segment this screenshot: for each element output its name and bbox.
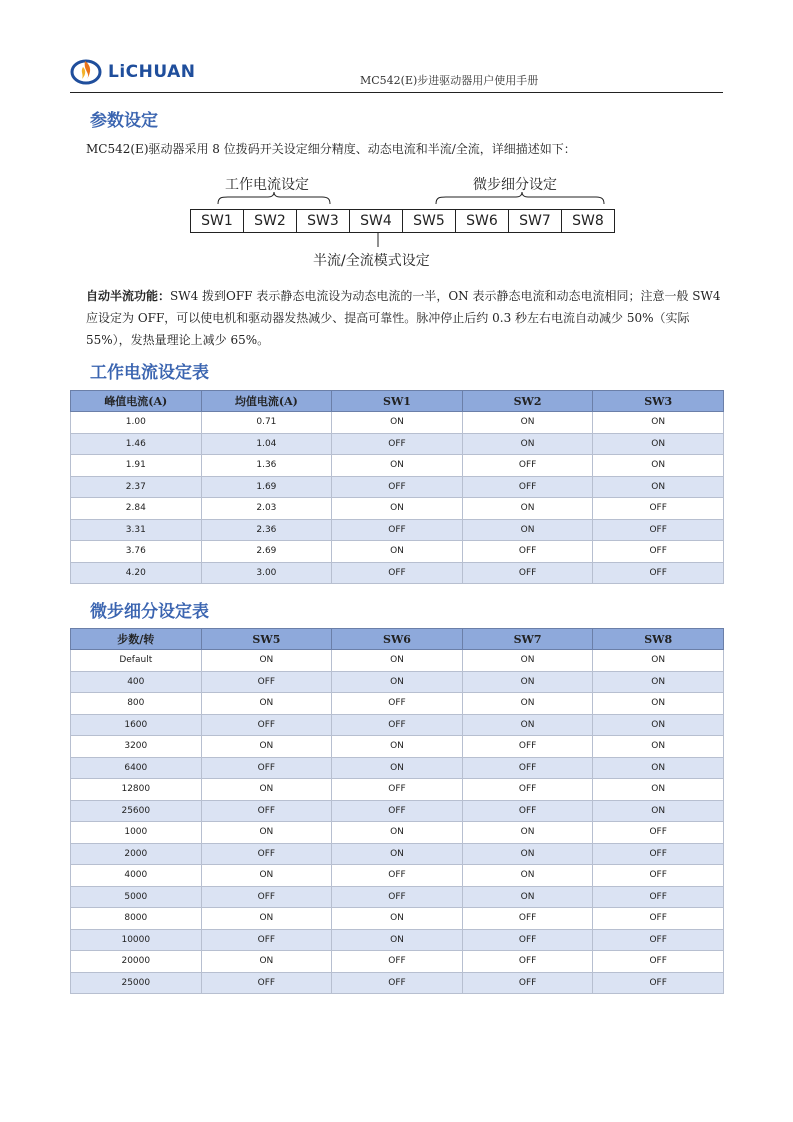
table-cell: 1.04 [201, 433, 332, 455]
table-header-cell: SW5 [201, 629, 332, 650]
lichuan-logo-icon [70, 57, 104, 87]
table-cell: OFF [332, 476, 463, 498]
switch-sw3: SW3 [297, 210, 350, 232]
table-cell: OFF [201, 886, 332, 908]
table-cell: 25000 [71, 972, 202, 994]
table-cell: ON [332, 822, 463, 844]
table-cell: 2.69 [201, 541, 332, 563]
table-cell: OFF [462, 929, 593, 951]
table-cell: OFF [332, 951, 463, 973]
section-title-params: 参数设定 [90, 111, 158, 131]
table-cell: OFF [593, 541, 724, 563]
table-cell: OFF [201, 800, 332, 822]
table-cell: ON [201, 693, 332, 715]
current-setting-table [70, 390, 724, 584]
table-cell: OFF [593, 562, 724, 584]
table-header-cell: 步数/转 [71, 629, 202, 650]
table-header-cell: SW3 [593, 391, 724, 412]
table-cell: OFF [332, 519, 463, 541]
auto-half-label: 自动半流功能： [86, 289, 171, 303]
table-cell: ON [201, 822, 332, 844]
table-cell: ON [593, 455, 724, 477]
table-cell: ON [462, 519, 593, 541]
table-cell: ON [332, 498, 463, 520]
table-row [71, 886, 724, 908]
microstep-setting-table [70, 628, 724, 994]
table-cell: 1.46 [71, 433, 202, 455]
table-cell: OFF [593, 822, 724, 844]
table-cell: 3200 [71, 736, 202, 758]
table-cell: ON [462, 433, 593, 455]
table-cell: 1600 [71, 714, 202, 736]
table-row [71, 693, 724, 715]
table-cell: OFF [593, 498, 724, 520]
section-title-current-table: 工作电流设定表 [90, 363, 209, 383]
table-cell: ON [593, 671, 724, 693]
table-cell: OFF [593, 843, 724, 865]
table-cell: OFF [593, 886, 724, 908]
table-cell: OFF [332, 779, 463, 801]
table-cell: ON [462, 650, 593, 672]
table-row [71, 972, 724, 994]
auto-half-text: SW4 拨到OFF 表示静态电流设为动态电流的一半，ON 表示静态电流和动态电流相同；注意一般 SW4 应设定为 OFF，可以使电机和驱动器发热减少、提高可靠性。脉冲停止后约 0.3 秒左右电流自动减少 50%（实际 55%），发热量理论上减少 65%。 [86, 289, 721, 347]
table-cell: ON [201, 779, 332, 801]
table-row [71, 951, 724, 973]
table-cell: ON [462, 822, 593, 844]
table-cell: 2.37 [71, 476, 202, 498]
table-cell: 1.36 [201, 455, 332, 477]
table-cell: 5000 [71, 886, 202, 908]
table-cell: 800 [71, 693, 202, 715]
table-cell: OFF [462, 951, 593, 973]
table-cell: OFF [462, 972, 593, 994]
table-cell: ON [593, 476, 724, 498]
table-cell: OFF [201, 671, 332, 693]
table-cell: OFF [462, 455, 593, 477]
table-cell: ON [593, 433, 724, 455]
document-title: MC542(E)步进驱动器用户使用手册 [360, 74, 539, 87]
page-header [70, 52, 723, 93]
table-cell: ON [462, 714, 593, 736]
table-cell: OFF [462, 562, 593, 584]
switch-sw4: SW4 [350, 210, 403, 232]
table-cell: ON [201, 650, 332, 672]
switch-sw2: SW2 [244, 210, 297, 232]
table-cell: OFF [332, 886, 463, 908]
table-cell: ON [201, 865, 332, 887]
table-cell: OFF [332, 800, 463, 822]
logo-text: LiCHUAN [108, 62, 196, 82]
switch-sw5: SW5 [403, 210, 456, 232]
table-row [71, 865, 724, 887]
label-half-full-mode: 半流/全流模式设定 [313, 253, 430, 269]
table-cell: ON [332, 929, 463, 951]
table-row [71, 433, 724, 455]
table-row [71, 800, 724, 822]
table-cell: OFF [593, 908, 724, 930]
table-cell: OFF [201, 972, 332, 994]
table-header-cell: SW1 [332, 391, 463, 412]
auto-half-current-paragraph [86, 285, 726, 351]
switch-sw7: SW7 [509, 210, 562, 232]
table-cell: 2.03 [201, 498, 332, 520]
table-cell: OFF [332, 972, 463, 994]
table-cell: OFF [332, 562, 463, 584]
table-cell: ON [462, 412, 593, 434]
table-cell: 1.69 [201, 476, 332, 498]
table-cell: ON [462, 886, 593, 908]
table-cell: 1.91 [71, 455, 202, 477]
table-cell: ON [462, 843, 593, 865]
table-cell: 8000 [71, 908, 202, 930]
table-cell: 4.20 [71, 562, 202, 584]
table-cell: ON [201, 951, 332, 973]
table-cell: ON [462, 693, 593, 715]
table-header-cell: 峰值电流(A) [71, 391, 202, 412]
table-row [71, 779, 724, 801]
table-cell: 3.31 [71, 519, 202, 541]
table-cell: ON [462, 671, 593, 693]
table-cell: ON [332, 908, 463, 930]
table-header-cell: SW6 [332, 629, 463, 650]
table-cell: 20000 [71, 951, 202, 973]
table-cell: OFF [593, 519, 724, 541]
table-cell: ON [201, 736, 332, 758]
switch-sw6: SW6 [456, 210, 509, 232]
table-cell: 25600 [71, 800, 202, 822]
table-cell: OFF [462, 541, 593, 563]
table-cell: 0.71 [201, 412, 332, 434]
params-intro: MC542(E)驱动器采用 8 位拨码开关设定细分精度、动态电流和半流/全流，详细描述如下： [86, 142, 576, 156]
table-cell: OFF [201, 714, 332, 736]
section-title-microstep-table: 微步细分设定表 [90, 602, 209, 622]
table-cell: ON [332, 736, 463, 758]
table-cell: 6400 [71, 757, 202, 779]
table-cell: 12800 [71, 779, 202, 801]
table-cell: 3.76 [71, 541, 202, 563]
table-row [71, 736, 724, 758]
table-cell: ON [462, 498, 593, 520]
table-row [71, 908, 724, 930]
table-cell: ON [332, 757, 463, 779]
table-row [71, 412, 724, 434]
table-cell: OFF [462, 757, 593, 779]
table-cell: 1000 [71, 822, 202, 844]
table-cell: OFF [593, 972, 724, 994]
switch-row [190, 209, 615, 233]
table-cell: ON [593, 757, 724, 779]
table-cell: Default [71, 650, 202, 672]
label-current-setting: 工作电流设定 [225, 177, 309, 193]
table-cell: 4000 [71, 865, 202, 887]
table-cell: 2.84 [71, 498, 202, 520]
table-row [71, 843, 724, 865]
table-row [71, 757, 724, 779]
table-cell: OFF [332, 865, 463, 887]
dip-switch-diagram [180, 170, 630, 270]
table-row [71, 541, 724, 563]
table-cell: ON [332, 650, 463, 672]
table-cell: ON [593, 693, 724, 715]
table-cell: OFF [462, 736, 593, 758]
table-cell: 1.00 [71, 412, 202, 434]
company-logo [70, 56, 196, 88]
table-header-cell: SW7 [462, 629, 593, 650]
table-row [71, 519, 724, 541]
table-cell: OFF [462, 800, 593, 822]
table-cell: OFF [593, 865, 724, 887]
table-cell: 2000 [71, 843, 202, 865]
table-cell: OFF [593, 951, 724, 973]
switch-sw1: SW1 [191, 210, 244, 232]
table-cell: OFF [201, 929, 332, 951]
table-header-cell: SW8 [593, 629, 724, 650]
table-cell: OFF [201, 843, 332, 865]
table-cell: OFF [593, 929, 724, 951]
table-cell: OFF [462, 476, 593, 498]
table-cell: ON [593, 412, 724, 434]
table-row [71, 650, 724, 672]
table-cell: 3.00 [201, 562, 332, 584]
table-cell: 400 [71, 671, 202, 693]
table-cell: ON [593, 714, 724, 736]
table-cell: OFF [462, 908, 593, 930]
table-row [71, 455, 724, 477]
table-cell: OFF [332, 714, 463, 736]
table-cell: ON [201, 908, 332, 930]
table-cell: OFF [332, 693, 463, 715]
table-header-cell: SW2 [462, 391, 593, 412]
table-cell: ON [332, 455, 463, 477]
table-cell: ON [593, 650, 724, 672]
table-row [71, 498, 724, 520]
table-cell: OFF [201, 757, 332, 779]
table-cell: ON [462, 865, 593, 887]
table-cell: ON [332, 412, 463, 434]
table-cell: ON [332, 541, 463, 563]
table-row [71, 476, 724, 498]
table-cell: ON [593, 779, 724, 801]
table-cell: 2.36 [201, 519, 332, 541]
table-cell: OFF [332, 433, 463, 455]
table-cell: ON [593, 736, 724, 758]
table-header-cell: 均值电流(A) [201, 391, 332, 412]
table-row [71, 929, 724, 951]
table-row [71, 671, 724, 693]
switch-sw8: SW8 [572, 213, 604, 229]
table-cell: ON [332, 671, 463, 693]
table-cell: ON [332, 843, 463, 865]
label-microstep-setting: 微步细分设定 [473, 177, 557, 193]
table-row [71, 714, 724, 736]
table-cell: 10000 [71, 929, 202, 951]
table-row [71, 562, 724, 584]
table-row [71, 822, 724, 844]
table-cell: ON [593, 800, 724, 822]
table-cell: OFF [462, 779, 593, 801]
